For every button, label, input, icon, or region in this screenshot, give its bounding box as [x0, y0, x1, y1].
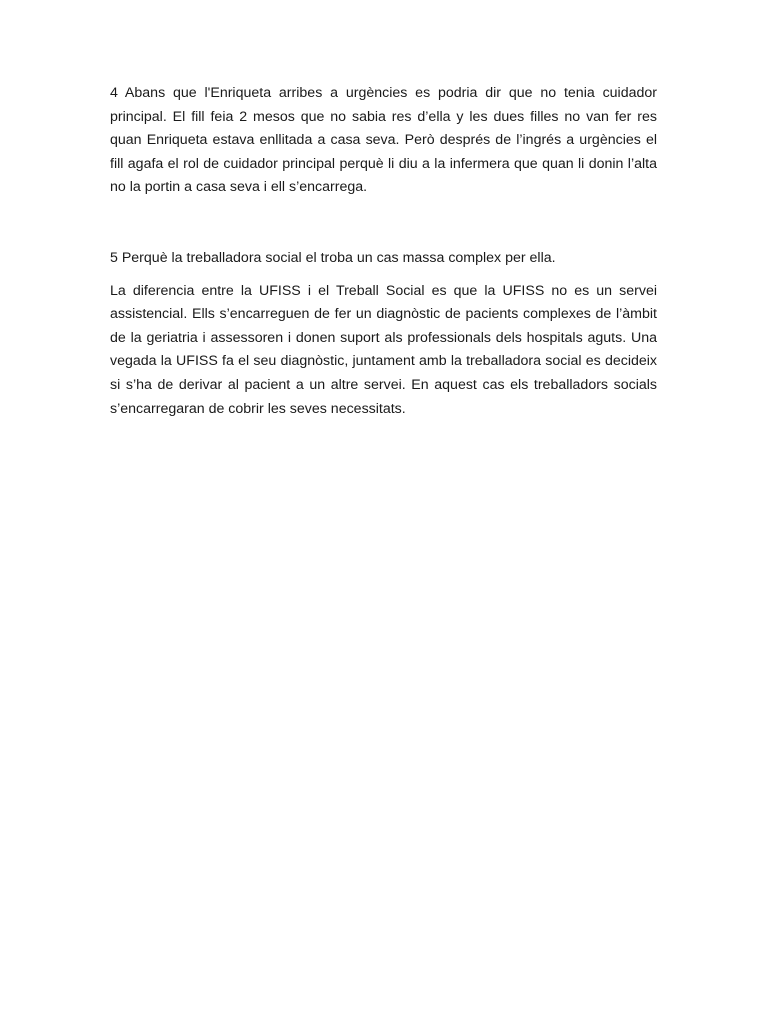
document-body — [110, 82, 657, 421]
paragraph-answer-4: 4 Abans que l'Enriqueta arribes a urgències es podria dir que no tenia cuidador principal. El fill feia 2 mesos que no sabia res d’ella y les dues filles no van fer res quan Enriqueta estava enllitada a casa seva. Però després de l’ingrés a urgències el fill agafa el rol de cuidador principal perquè li diu a la infermera que quan li donin l’alta no la portin a casa seva i ell s’encarrega. — [110, 85, 657, 196]
paragraph-answer-5: 5 Perquè la treballadora social el troba un cas massa complex per ella. — [110, 249, 556, 266]
paragraph-ufiss-explanation: La diferencia entre la UFISS i el Treball Social es que la UFISS no es un servei assistencial. Ells s’encarreguen de fer un diagnòstic de pacients complexes de l’àmbit de la geriatria i assessoren i donen suport als professionals dels hospitals aguts. Una vegada la UFISS fa el seu diagnòstic, juntament amb la treballadora social es decideix si s’ha de derivar al pacient a un altre servei. En aquest cas els treballadors socials s’encarregaran de cobrir les seves necessitats. — [110, 282, 657, 417]
